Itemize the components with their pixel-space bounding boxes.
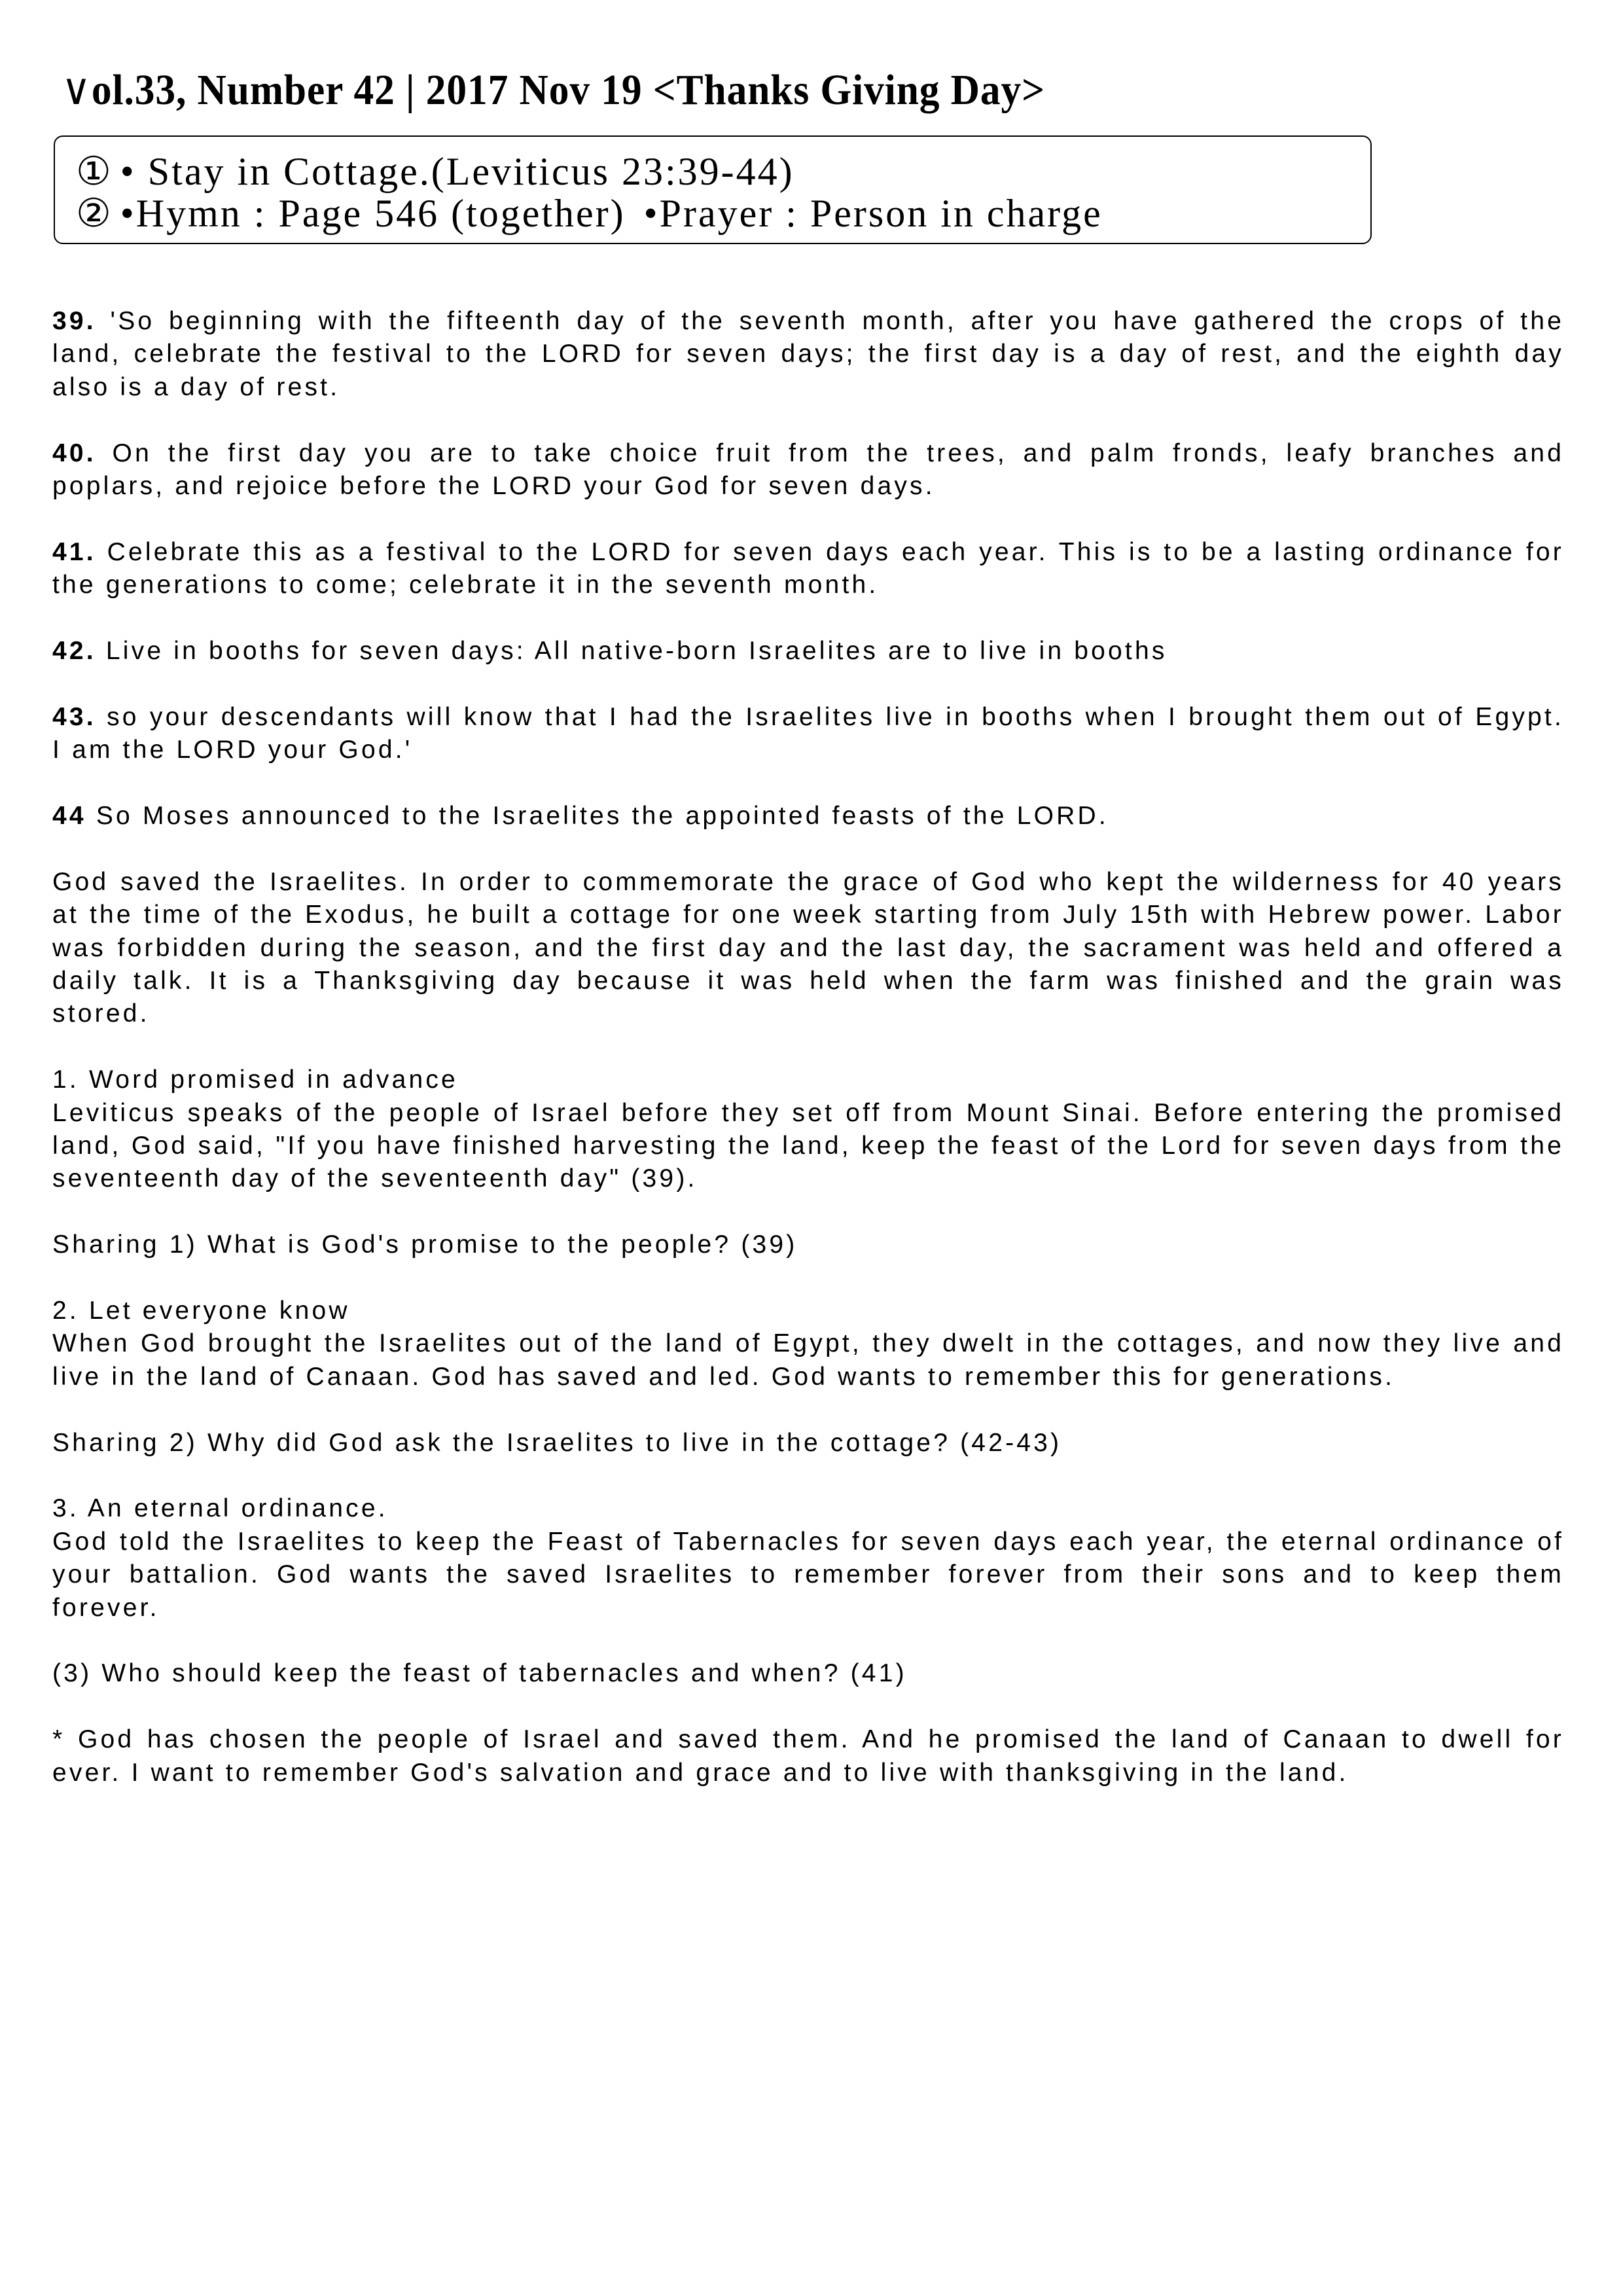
section-body: Leviticus speaks of the people of Israel before they set off from Mount Sinai. Before entering the promised land, God said, "If you have finished harvesting the land, keep the feast of the Lord for seven days from the seventeenth day of the seventeenth day" (39). (52, 1098, 1564, 1193)
verse-40 (52, 437, 1564, 503)
verse-number: 42. (52, 637, 96, 666)
service-info-box (54, 135, 1372, 244)
service-info-line-2 (76, 192, 1103, 235)
section-2 (52, 1295, 1564, 1393)
hymn-info: •Hymn : Page 546 (together) (120, 192, 626, 235)
service-info-line-1 (76, 150, 794, 193)
verse-number: 39. (52, 307, 96, 335)
section-1 (52, 1064, 1564, 1196)
verse-text: Live in booths for seven days: All native-born Israelites are to live in booths (96, 637, 1168, 666)
sermon-title: • Stay in Cottage.(Leviticus 23:39-44) (120, 150, 794, 193)
prayer-info: •Prayer : Person in charge (643, 192, 1103, 235)
verse-number: 40. (52, 439, 96, 467)
title-text: ol.33, Number 42 | 2017 Nov 19 <Thanks Giving Day> (91, 66, 1046, 114)
section-heading: 3. An eternal ordinance. (52, 1494, 388, 1523)
verse-text: Celebrate this as a festival to the LORD for seven days each year. This is to be a lasting ordinance for the generations to come; celebrate it in the seventh month. (52, 537, 1564, 600)
page-title (62, 64, 1045, 117)
section-body: When God brought the Israelites out of the land of Egypt, they dwelt in the cottages, and now they live and live in the land of Canaan. God has saved and led. God wants to remember this for generations. (52, 1329, 1564, 1391)
section-heading: 1. Word promised in advance (52, 1066, 458, 1094)
sharing-question-3: (3) Who should keep the feast of tabernacles and when? (41) (52, 1659, 907, 1688)
document-body (52, 305, 1564, 1822)
title-volume-initial: ∨ (62, 66, 92, 114)
verse-41 (52, 536, 1564, 602)
sharing-question-1: Sharing 1) What is God's promise to the people? (39) (52, 1230, 798, 1259)
intro-paragraph: God saved the Israelites. In order to commemorate the grace of God who kept the wilderness for 40 years at the time of the Exodus, he built a cottage for one week starting from July 15th with Hebrew power. Labor was forbidden during the season, and the first day and the last day, the sacrament was held and offered a daily talk. It is a Thanksgiving day because it was held when the farm was finished and the grain was stored. (52, 867, 1564, 1028)
section-heading: 2. Let everyone know (52, 1297, 350, 1325)
verse-42 (52, 635, 1564, 668)
verse-text: 'So beginning with the fifteenth day of the seventh month, after you have gathered the crops of the land, celebrate the festival to the LORD for seven days; the first day is a day of rest, and the eighth day also is a day of rest. (52, 307, 1564, 401)
verse-number: 41. (52, 537, 96, 566)
circled-two-icon: ② (76, 192, 111, 235)
section-body: God told the Israelites to keep the Feast of Tabernacles for seven days each year, the eternal ordinance of your battalion. God wants the saved Israelites to remember forever from their sons and to keep them forever. (52, 1527, 1564, 1622)
verse-44 (52, 800, 1564, 833)
verse-text: On the first day you are to take choice fruit from the trees, and palm fronds, leafy branches and poplars, and rejoice before the LORD your God for seven days. (52, 439, 1564, 501)
verse-number: 43. (52, 702, 96, 731)
conclusion-paragraph: * God has chosen the people of Israel and saved them. And he promised the land of Canaan to dwell for ever. I want to remember God's salvation and grace and to live with thanksgiving in the land. (52, 1725, 1564, 1787)
sharing-question-2: Sharing 2) Why did God ask the Israelites to live in the cottage? (42-43) (52, 1428, 1062, 1457)
verse-39 (52, 305, 1564, 404)
circled-one-icon: ① (76, 150, 111, 193)
verse-number: 44 (52, 802, 86, 831)
verse-43 (52, 701, 1564, 767)
verse-text: so your descendants will know that I had the Israelites live in booths when I brought them out of Egypt. I am the LORD your God.' (52, 702, 1564, 764)
verse-text: So Moses announced to the Israelites the appointed feasts of the LORD. (86, 802, 1109, 831)
section-3 (52, 1492, 1564, 1624)
